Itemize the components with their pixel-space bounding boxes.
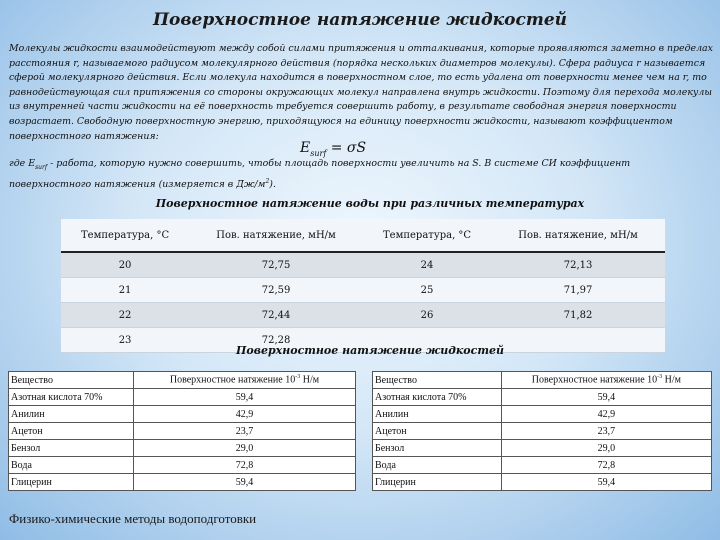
- definition-text: - работа, которую нужно совершить, чтобы площадь поверхности увеличить на S. В системе СИ коэффициент поверхностного натяжения (измеряется в Дж/м: [9, 158, 631, 191]
- table-cell: Анилин: [373, 406, 502, 423]
- table-cell: Вода: [373, 457, 502, 474]
- table-cell: 29,0: [501, 440, 711, 457]
- header-unit: Н/м: [300, 374, 320, 386]
- liquids-table-left: [8, 371, 356, 491]
- table-cell: Ацетон: [9, 423, 134, 440]
- table-row: [9, 474, 356, 491]
- water-table-title: Поверхностное натяжение воды при различных температурах: [155, 197, 585, 210]
- header-sup: -3: [295, 374, 301, 381]
- table-cell: Бензол: [373, 440, 502, 457]
- header-text: Поверхностное натяжение 10: [169, 374, 296, 386]
- table-row: [373, 440, 712, 457]
- definition-prefix-sub: surf: [35, 163, 48, 171]
- table-cell: Азотная кислота 70%: [9, 389, 134, 406]
- table-cell: 21: [61, 278, 189, 303]
- table-row: [373, 389, 712, 406]
- table-header-row: [9, 372, 356, 389]
- table-cell: 72,28: [189, 328, 363, 353]
- table-row: [9, 423, 356, 440]
- table-row: [61, 252, 665, 278]
- table-cell: 71,97: [491, 278, 665, 303]
- table-cell: 24: [363, 252, 491, 278]
- table-cell: 42,9: [133, 406, 355, 423]
- table-row: [61, 303, 665, 328]
- intro-paragraph: Молекулы жидкости взаимодействуют между собой силами притяжения и отталкивания, которые проявляются заметно в пределах расстояния r, называемого радиусом молекулярного действия (порядка нескольких диаметров молекулы). Сфера радиуса r называется сферой молекулярного действия. Если молекула находится в поверхностном слое, то есть удалена от поверхности менее чем на r, то равнодействующая сил притяжения со стороны окружающих молекул направлена внутрь жидкости. Поэтому для перехода молекулы из внутренней части жидкости на её поверхность требуется совершить работу, в результате свободная энергия поверхности возрастает. Свободную поверхностную энергию, приходящуюся на единицу поверхности жидкости, называют коэффициентом поверхностного натяжения:: [9, 43, 713, 142]
- column-header: Вещество: [373, 372, 502, 389]
- table-cell: 26: [363, 303, 491, 328]
- definition-sup: 2: [265, 178, 270, 186]
- table-cell: Глицерин: [9, 474, 134, 491]
- table-row: [9, 406, 356, 423]
- table-cell: 59,4: [133, 474, 355, 491]
- table-row: [373, 457, 712, 474]
- table-cell: 59,4: [501, 389, 711, 406]
- formula-lhs-sub: surf: [310, 148, 327, 158]
- table-cell: 23,7: [501, 423, 711, 440]
- table-row: [61, 278, 665, 303]
- table-row: [9, 389, 356, 406]
- table-cell: Вода: [9, 457, 134, 474]
- table-cell: 72,13: [491, 252, 665, 278]
- water-tension-table: [61, 219, 665, 353]
- column-header: Пов. натяжение, мН/м: [189, 219, 363, 252]
- table-cell: 25: [363, 278, 491, 303]
- header-text: Поверхностное натяжение 10: [531, 374, 658, 386]
- table-row: [373, 474, 712, 491]
- table-cell: 59,4: [133, 389, 355, 406]
- column-header: Температура, °С: [363, 219, 491, 252]
- table-row: [9, 457, 356, 474]
- table-cell: 59,4: [501, 474, 711, 491]
- table-header-row: [61, 219, 665, 252]
- column-header: Температура, °С: [61, 219, 189, 252]
- page-title: Поверхностное натяжение жидкостей: [152, 10, 568, 30]
- table-cell: 29,0: [133, 440, 355, 457]
- header-sup: -3: [657, 374, 663, 381]
- formula-lhs: E: [300, 140, 311, 156]
- liquids-table-right: [372, 371, 712, 491]
- table-cell: 42,9: [501, 406, 711, 423]
- table-cell: 72,59: [189, 278, 363, 303]
- definition-prefix: где E: [9, 158, 36, 169]
- table-cell: Бензол: [9, 440, 134, 457]
- table-cell: 72,75: [189, 252, 363, 278]
- column-header: [501, 372, 711, 389]
- table-cell: 23,7: [133, 423, 355, 440]
- column-header: Пов. натяжение, мН/м: [491, 219, 665, 252]
- table-row: [9, 440, 356, 457]
- table-cell: 22: [61, 303, 189, 328]
- table-cell: Ацетон: [373, 423, 502, 440]
- table-cell: Азотная кислота 70%: [373, 389, 502, 406]
- table-header-row: [373, 372, 712, 389]
- table-cell: Глицерин: [373, 474, 502, 491]
- table-cell: 72,44: [189, 303, 363, 328]
- column-header: Вещество: [9, 372, 134, 389]
- formula-rhs: = σS: [326, 140, 367, 156]
- footer-caption: Физико-химические методы водоподготовки: [9, 511, 257, 526]
- table-cell: Анилин: [9, 406, 134, 423]
- table-cell: 23: [61, 328, 189, 353]
- table-row: [373, 406, 712, 423]
- liquids-table-title: Поверхностное натяжение жидкостей: [236, 344, 504, 357]
- table-cell: 72,8: [501, 457, 711, 474]
- column-header: [133, 372, 355, 389]
- header-unit: Н/м: [662, 374, 681, 386]
- definition-end: ).: [269, 179, 276, 191]
- table-cell: 71,82: [491, 303, 665, 328]
- formula-definition: [9, 157, 713, 193]
- formula: [300, 140, 366, 158]
- table-row: [373, 423, 712, 440]
- table-cell: 72,8: [133, 457, 355, 474]
- table-cell: 20: [61, 252, 189, 278]
